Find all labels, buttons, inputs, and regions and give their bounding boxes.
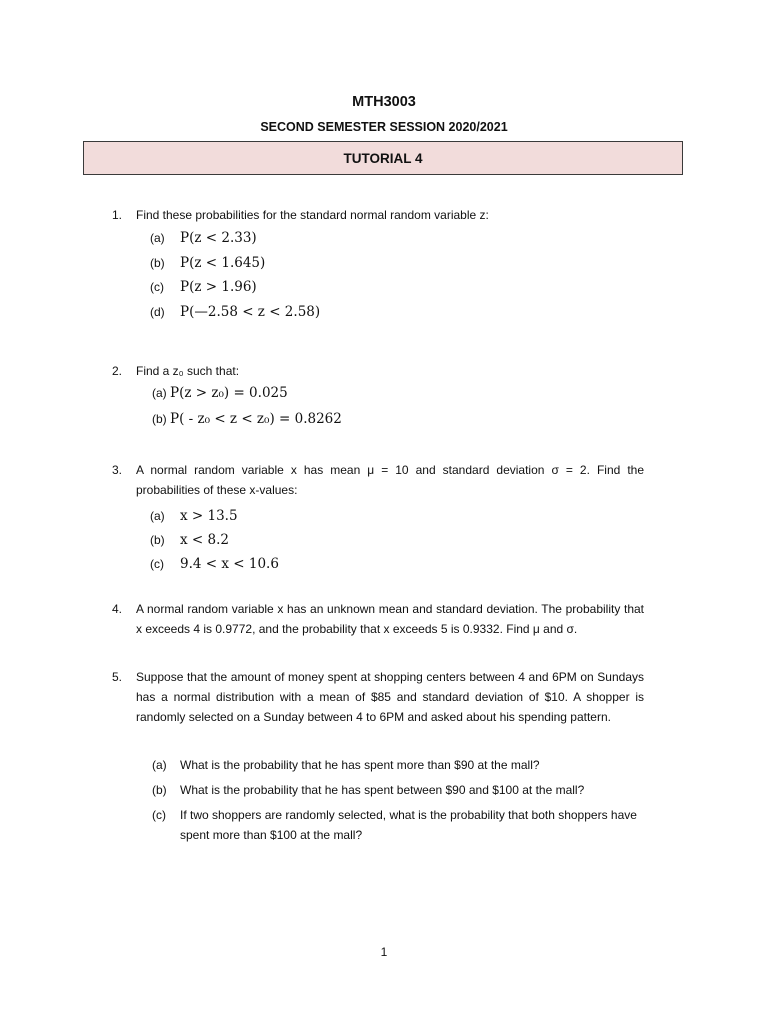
part-label: (a) xyxy=(152,386,167,400)
part-row xyxy=(150,230,257,246)
question-number: 3. xyxy=(112,463,123,477)
question-number: 5. xyxy=(112,670,123,684)
semester-title: SECOND SEMESTER SESSION 2020/2021 xyxy=(260,120,508,134)
part-row xyxy=(152,385,288,401)
tutorial-title-box xyxy=(83,141,683,175)
part-label: (b) xyxy=(150,533,165,547)
question-text: Find a z₀ such that: xyxy=(136,364,240,378)
tutorial-title: TUTORIAL 4 xyxy=(343,150,423,166)
part-row xyxy=(150,508,238,524)
part-label: (b) xyxy=(152,783,167,797)
part-expression: P(z > z₀) = 0.025 xyxy=(170,385,288,401)
part-row xyxy=(152,411,342,427)
question-number: 2. xyxy=(112,364,123,378)
question-5 xyxy=(112,667,644,727)
course-code: MTH3003 xyxy=(352,94,416,110)
question-text: A normal random variable x has mean μ = 10 and standard deviation σ = 2. Find the probabilities of these x-values: xyxy=(136,463,644,497)
part-expression: P(z < 2.33) xyxy=(180,230,257,246)
part-row xyxy=(150,279,257,295)
question-number: 1. xyxy=(112,208,123,222)
part-expression: P(z < 1.645) xyxy=(180,255,266,271)
part-row xyxy=(150,255,265,271)
part-label: (d) xyxy=(150,305,165,319)
part-label: (b) xyxy=(150,256,165,270)
page-number: 1 xyxy=(380,945,388,959)
part-label: (a) xyxy=(150,509,165,523)
part-text: What is the probability that he has spent between $90 and $100 at the mall? xyxy=(180,783,585,797)
part-row xyxy=(152,805,647,845)
question-text: Suppose that the amount of money spent at shopping centers between 4 and 6PM on Sundays has a normal distribution with a mean of $85 and standard deviation of $10. A shopper is randomly selected on a Sunday between 4 to 6PM and asked about his spending pattern. xyxy=(136,670,644,724)
question-text: Find these probabilities for the standard normal random variable z: xyxy=(136,208,489,222)
question-number: 4. xyxy=(112,602,123,616)
part-row xyxy=(152,780,647,800)
question-4 xyxy=(112,599,644,639)
part-expression: P( - z₀ < z < z₀) = 0.8262 xyxy=(170,411,342,427)
part-expression: x > 13.5 xyxy=(180,508,238,524)
question-1 xyxy=(112,205,644,225)
part-text: If two shoppers are randomly selected, what is the probability that both shoppers have spent more than $100 at the mall? xyxy=(180,808,637,842)
part-expression: 9.4 < x < 10.6 xyxy=(180,556,279,572)
part-text: What is the probability that he has spent more than $90 at the mall? xyxy=(180,758,540,772)
part-label: (a) xyxy=(150,231,165,245)
part-row xyxy=(150,556,279,572)
part-label: (b) xyxy=(152,412,167,426)
question-2 xyxy=(112,361,644,381)
part-label: (c) xyxy=(150,280,164,294)
question-text: A normal random variable x has an unknown mean and standard deviation. The probability that x exceeds 4 is 0.9772, and the probability that x exceeds 5 is 0.9332. Find μ and σ. xyxy=(136,602,644,636)
part-label: (c) xyxy=(152,808,166,822)
part-row xyxy=(150,532,229,548)
part-label: (a) xyxy=(152,758,167,772)
part-expression: x < 8.2 xyxy=(180,532,229,548)
part-row xyxy=(150,304,320,320)
part-expression: P(z > 1.96) xyxy=(180,279,257,295)
part-expression: P(—2.58 < z < 2.58) xyxy=(180,304,321,320)
part-label: (c) xyxy=(150,557,164,571)
question-3 xyxy=(112,460,644,500)
part-row xyxy=(152,755,647,775)
